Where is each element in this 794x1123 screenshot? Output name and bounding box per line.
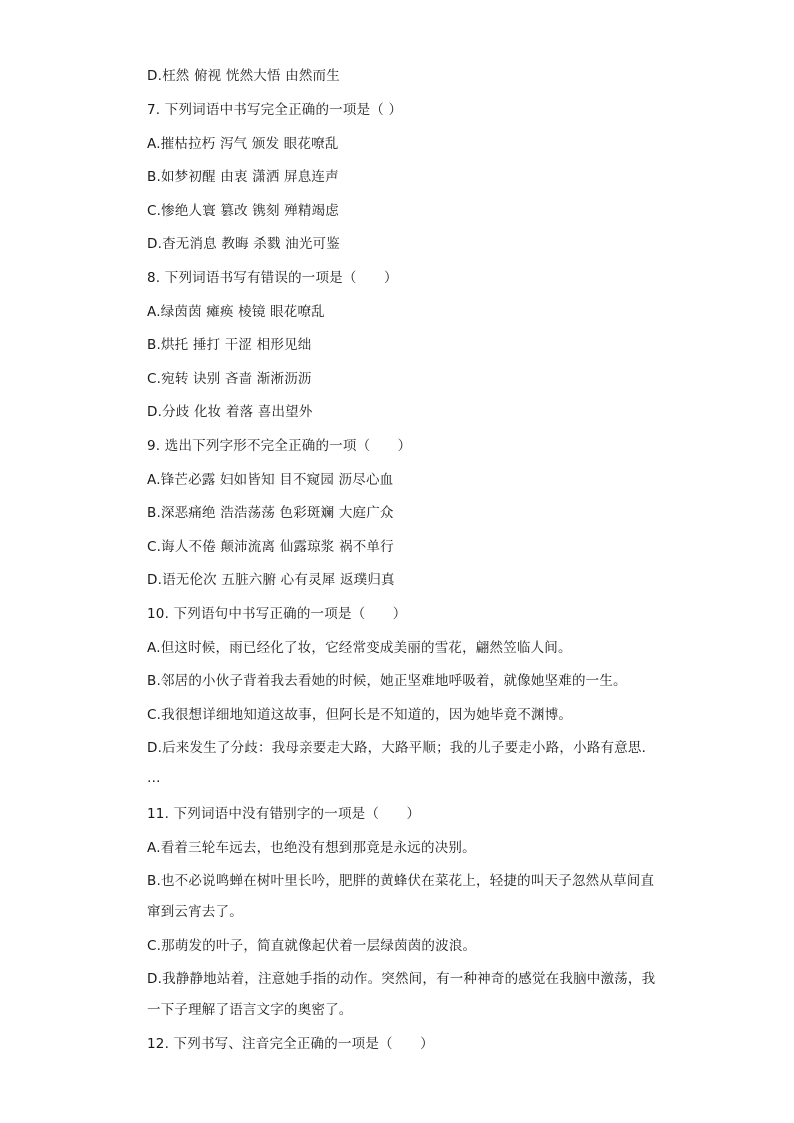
option-d-q8: D.分歧 化妆 着落 喜出望外: [147, 404, 313, 420]
question-12: 12. 下列书写、注音完全正确的一项是（ ）: [147, 1036, 434, 1052]
option-d-q11: D.我静静地站着，注意她手指的动作。突然间，有一种神奇的感觉在我脑中激荡，我: [147, 971, 656, 987]
option-c-q11: C.那萌发的叶子，简直就像起伏着一层绿茵茵的波浪。: [147, 938, 477, 954]
option-b-q9: B.深恶痛绝 浩浩荡荡 色彩斑斓 大庭广众: [147, 505, 394, 521]
option-a-q11: A.看着三轮车远去，也绝没有想到那竟是永远的决别。: [147, 840, 476, 856]
option-a-q9: A.锋芒必露 妇如皆知 目不窥园 沥尽心血: [147, 472, 394, 488]
option-c-q9: C.诲人不倦 颠沛流离 仙露琼浆 祸不单行: [147, 539, 394, 555]
question-11: 11. 下列词语中没有错别字的一项是（ ）: [147, 806, 421, 822]
option-d-q7: D.杳无消息 教晦 杀戮 油光可鉴: [147, 236, 340, 252]
question-10: 10. 下列语句中书写正确的一项是（ ）: [147, 606, 407, 622]
option-c-q8: C.宛转 诀别 吝啬 渐淅沥沥: [147, 371, 312, 387]
option-a-q7: A.摧枯拉朽 泻气 颁发 眼花嘹乱: [147, 136, 339, 152]
option-b-q11: B.也不必说鸣蝉在树叶里长吟，肥胖的黄蜂伏在菜花上，轻捷的叫天子忽然从草间直: [147, 873, 655, 889]
option-b-q11-cont: 窜到云宵去了。: [147, 904, 243, 920]
question-9: 9. 选出下列字形不完全正确的一项（ ）: [147, 438, 412, 454]
option-c-q10: C.我很想详细地知道这故事，但阿长是不知道的，因为她毕竟不渊博。: [147, 707, 573, 723]
option-a-q8: A.绿茵茵 瘫痪 棱镜 眼花嘹乱: [147, 304, 325, 320]
option-d-q9: D.语无伦次 五脏六腑 心有灵犀 返璞归真: [147, 572, 395, 588]
option-a-q10: A.但这时候，雨已经化了妆，它经常变成美丽的雪花，翩然笠临人间。: [147, 640, 572, 656]
option-c-q7: C.惨绝人寰 篡改 镌刻 殚精竭虑: [147, 203, 339, 219]
option-b-q10: B.邻居的小伙子背着我去看她的时候，她正坚难地呼吸着，就像她坚难的一生。: [147, 673, 627, 689]
option-b-q7: B.如梦初醒 由衷 潇洒 屏息连声: [147, 169, 339, 185]
option-d-q10: D.后来发生了分歧：我母亲要走大路，大路平顺；我的儿子要走小路，小路有意思．: [147, 740, 656, 756]
option-d-q11-cont: 一下子理解了语言文字的奥密了。: [147, 1002, 353, 1018]
option-b-q8: B.烘托 捶打 干涩 相形见绌: [147, 337, 312, 353]
question-7: 7. 下列词语中书写完全正确的一项是（ ）: [147, 102, 403, 118]
option-d-q6: D.枉然 俯视 恍然大悟 由然而生: [147, 68, 340, 84]
question-8: 8. 下列词语书写有错误的一项是（ ）: [147, 270, 398, 286]
ellipsis-line: …: [147, 770, 161, 786]
